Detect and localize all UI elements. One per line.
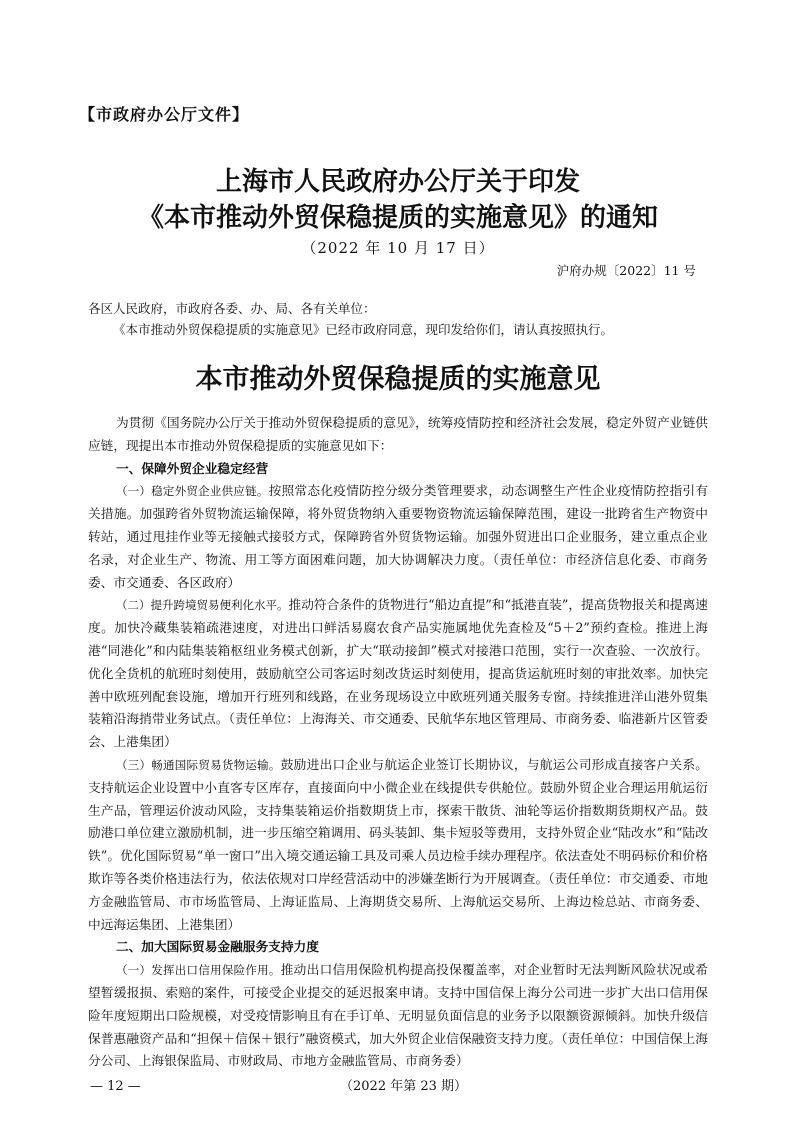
notice-title-line1: 上海市人民政府办公厅关于印发 <box>215 167 580 197</box>
intro-paragraph: 为贯彻《国务院办公厅关于推动外贸保稳提质的意见》，统筹疫情防控和经济社会发展，稳定外贸产业链供应链，现提出本市推动外贸保稳提质的实施意见如下： <box>88 415 708 453</box>
document-number: 沪府办规〔2022〕11 号 <box>556 263 696 278</box>
notice-body: 《本市推动外贸保稳提质的实施意见》已经市政府同意，现印发给你们，请认真按照执行。 <box>113 322 614 337</box>
page-footer <box>88 1077 708 1097</box>
item-text: 鼓励进出口企业与航运企业签订长期协议，与航运公司形成直接客户关系。支持航运企业设置中小直客专区库存，直接面向中小微企业在线提供专供舱位。鼓励外贸企业合理运用航运衍生产品，管理运价波动风险，支持集装箱运价指数期货上市，探索干散货、油轮等运价指数期货期权产品。鼓励港口单位建立激励机制，进一步压缩空箱调用、码头装卸、集卡短驳等费用，支持外贸企业“陆改水”和“陆改铁”。优化国际贸易“单一窗口”出入境交通运输工具及司乘人员边检手续办理程序。依法查处不明码标价和价格欺诈等各类价格违法行为，依法依规对口岸经营活动中的涉嫌垄断行为开展调查。（责任单位：市交通委、市地方金融监管局、市市场监管局、上海证监局、上海期货交易所、上海航运交易所、上海边检总站、市商务委、中远海运集团、上港集团） <box>88 756 708 932</box>
item-label: （一）稳定外贸企业供应链。 <box>115 484 269 499</box>
paragraph <box>88 754 708 936</box>
notice-title <box>88 164 708 236</box>
section-heading: 一、保障外贸企业稳定经营 <box>115 460 269 476</box>
item-text: 推动出口信用保险机构提高投保覆盖率，对企业暂时无法判断风险状况或希望暂缓报损、索赔的案件，可接受企业提交的延迟报案申请。支持中国信保上海分公司进一步扩大出口信用保险年度短期出口险规模，对受疫情影响且有在手订单、无明显负面信息的业务予以限额资源倾斜。加快升级信保普惠融资产品和“担保＋信保＋银行”融资模式，加大外贸企业信保融资支持力度。（责任单位：中国信保上海分公司、上海银保监局、市财政局、市地方金融监管局、市商务委） <box>88 962 708 1069</box>
paragraph <box>88 594 708 754</box>
issue-number: （2022 年第 23 期） <box>340 1079 468 1095</box>
item-text: 推动符合条件的货物进行“船边直提”和“抵港直装”，提高货物报关和提离速度。加快冷藏集装箱疏港速度，对进出口鲜活易腐农食产品实施属地优先查检及“5＋2”预约查检。推进上海港“同港化”和内陆集装箱枢纽业务模式创新，扩大“联动接卸”模式对接港口范围，实行一次查验、一次放行。优化全货机的航班时刻使用，鼓励航空公司客运时刻改货运时刻使用，提高货运航班时刻的审批效率。加快完善中欧班列配套设施，增加开行班列和线路，在业务现场设立中欧班列通关服务专窗。持续推进洋山港外贸集装箱沿海捎带业务试点。（责任单位：上海海关、市交通委、民航华东地区管理局、市商务委、临港新片区管委会、上港集团） <box>88 597 708 750</box>
document-title: 本市推动外贸保稳提质的实施意见 <box>195 364 601 395</box>
item-label: （三）畅通国际贸易货物运输。 <box>115 757 281 772</box>
issue-date: （2022 年 10 月 17 日） <box>301 239 495 257</box>
category-tag: 【市政府办公厅文件】 <box>79 105 250 124</box>
addressee: 各区人民政府，市政府各委、办、局、各有关单位： <box>88 301 376 316</box>
page-number: — 12 — <box>90 1079 141 1095</box>
item-label: （一）发挥出口信用保险作用。 <box>115 963 281 978</box>
paragraph <box>88 480 708 594</box>
notice <box>88 298 708 340</box>
item-label: （二）提升跨境贸易便利化水平。 <box>115 598 289 613</box>
section-heading: 二、加大国际贸易金融服务支持力度 <box>115 939 319 955</box>
item-text: 按照常态化疫情防控分级分类管理要求，动态调整生产性企业疫情防控指引有关措施。加强跨省外贸物流运输保障，将外贸货物纳入重要物资物流运输保障范围，建设一批跨省生产物资中转站，通过甩挂作业等无接触式接驳方式，保障跨省外贸货物运输。加强外贸进出口企业服务，建立重点企业名录，对企业生产、物流、用工等方面困难问题，加大协调解决力度。（责任单位：市经济信息化委、市商务委、市交通委、各区政府） <box>88 483 709 590</box>
notice-title-line2: 《本市推动外贸保稳提质的实施意见》的通知 <box>137 203 658 233</box>
document-body <box>88 412 708 1073</box>
paragraph <box>88 959 708 1073</box>
